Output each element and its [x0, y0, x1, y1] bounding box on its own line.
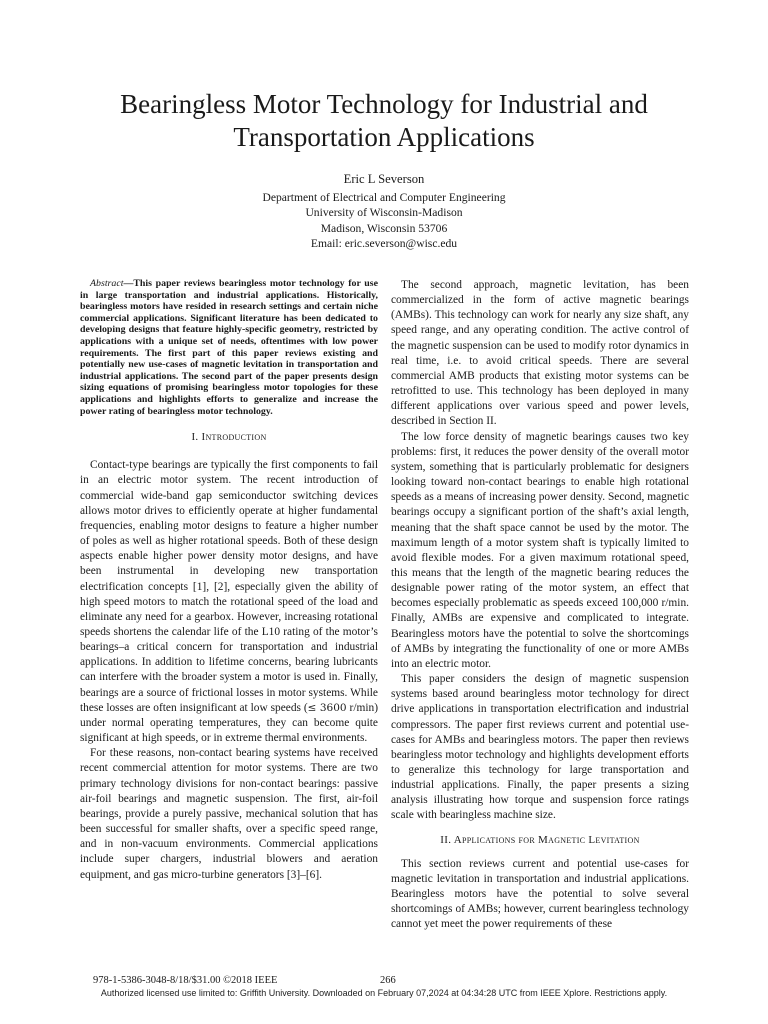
abstract	[80, 278, 378, 417]
title-line-2: Transportation Applications	[233, 122, 535, 152]
intro-paragraph-1-text-a: Contact-type bearings are typically the first components to fail in an electric motor system. The recent introduction of commercial wide-band gap semiconductor switching devices allows motor drives to efficiently operate at higher fundamental frequencies, enabling motor designs to feature a higher number of poles as well as higher rotational speeds. Both of these design aspects enable higher power density motor designs, and have been instrumental in developing new transportation electrification concepts [1], [2], especially given the ability of high speed motors to match the rotational speed of the load and eliminate any need for a gearbox. However, increasing rotational speeds shortens the calendar life of the L10 rating of the motor’s bearings–a critical concern for transportation and industrial applications. In addition to lifetime concerns, bearing lubricants can interfere with the broader system a motor is used in. Finally, bearings are a source of frictional losses in motor systems. While these losses are often insignificant at low speeds (	[80, 459, 378, 714]
section2-paragraph-1: This section reviews current and potential use-cases for magnetic levitation in transportation and industrial applications. Bearingless motors have the potential to solve several shortcomings of AMBs; however, current bearingless technology cannot yet meet the power requirements of these	[391, 857, 689, 931]
section-heading-applications: II. Applications for Magnetic Levitation	[440, 833, 640, 846]
right-paragraph-3: This paper considers the design of magnetic suspension systems based around bearingless motor technology for direct drive applications in transportation electrification and industrial compressors. The paper first reviews current and potential use-cases for AMBs and bearingless motors. The paper then reviews bearingless motor technology and highlights development efforts to generalize this technology for large transportation and industrial applications. Finally, the paper presents a sizing analysis illustrating how torque and suspension force ratings scale with bearingless machine size.	[391, 673, 689, 822]
title-line-1: Bearingless Motor Technology for Industrial and	[120, 89, 648, 119]
right-paragraph-1: The second approach, magnetic levitation, has been commercialized in the form of active magnetic bearings (AMBs). This technology can work for nearly any size shaft, any speed range, and any operating condition. The active control of the magnetic suspension can be used to modify rotor dynamics in real time, i.e. to avoid critical speeds. There are several commercial AMB products that existing motor systems can be retrofitted to use. This technology has been deployed in many different applications over various speed and power levels, described in Section II.	[391, 279, 689, 428]
intro-speed-math: ≤ 3600	[307, 701, 347, 714]
author-address: Madison, Wisconsin 53706	[320, 221, 448, 235]
left-column	[80, 278, 378, 883]
section-heading-introduction: I. Introduction	[191, 431, 267, 444]
author-block	[60, 172, 708, 252]
author-name: Eric L Severson	[343, 172, 425, 186]
abstract-lead: Abstract	[90, 278, 124, 289]
author-email: Email: eric.severson@wisc.edu	[310, 237, 458, 250]
footer-isbn: 978-1-5386-3048-8/18/$31.00 ©2018 IEEE	[93, 975, 278, 986]
abstract-text: —This paper reviews bearingless motor technology for use in large transportation and industrial applications. Historically, bearingless motors have resided in research settings and certain niche commercial applications. Significant literature has been dedicated to developing designs that feature highly-specific geometry, restricted by applications with a unique set of needs, oftentimes with low power requirements. The first part of this paper reviews existing and potentially new use-cases of magnetic levitation in transportation and industrial applications. The second part of the paper presents design sizing equations of promising bearingless motor topologies for these applications and highlights efforts to generalize and increase the power rating of bearingless motor technology.	[80, 278, 378, 417]
page-number: 266	[380, 975, 396, 986]
paper-title	[60, 88, 708, 154]
author-university: University of Wisconsin-Madison	[305, 206, 463, 219]
right-paragraph-2: The low force density of magnetic bearings causes two key problems: first, it reduces the power density of the overall motor system, something that is particularly problematic for designers looking toward non-contact bearings to enable high rotational speeds as a means of increasing power density. Second, magnetic bearings occupy a significant portion of the shaft’s axial length, meaning that the shaft space cannot be used by the motor. The maximum length of a motor system shaft is typically limited to avoid flexible modes. For a given maximum rotational speed, this means that the length of the magnetic bearing reduces the designable power rating of the motor system, an effect that becomes especially problematic as speeds exceed 100,000 r/min. Finally, AMBs are expensive and complicated to integrate. Bearingless motors have the potential to solve the shortcomings of AMBs by integrating the functionality of one or more AMBs into an electric motor.	[391, 430, 689, 670]
right-column	[391, 278, 689, 933]
author-department: Department of Electrical and Computer Engineering	[262, 190, 506, 204]
license-notice: Authorized licensed use limited to: Griffith University. Downloaded on February 07,2024 at 04:34:28 UTC from IEEE Xplore. Restrictions apply.	[100, 988, 668, 998]
intro-paragraph-2: For these reasons, non-contact bearing systems have received recent commercial attention for motor systems. There are two primary technology divisions for non-contact bearings: passive air-foil bearings and magnetic suspension. The first, air-foil bearings, provide a purely passive, mechanical solution that has been successful for smaller shafts, over a specific speed range, and in non-vacuum environments. Commercial applications include super chargers, industrial blowers and aeration equipment, and gas micro-turbine generators [3]–[6].	[80, 747, 378, 881]
intro-paragraph-1-text-b: r/min) under normal operating temperatures, they can become quite significant at high speeds, or in extreme thermal environments.	[80, 701, 378, 745]
intro-paragraph-1	[80, 458, 378, 746]
